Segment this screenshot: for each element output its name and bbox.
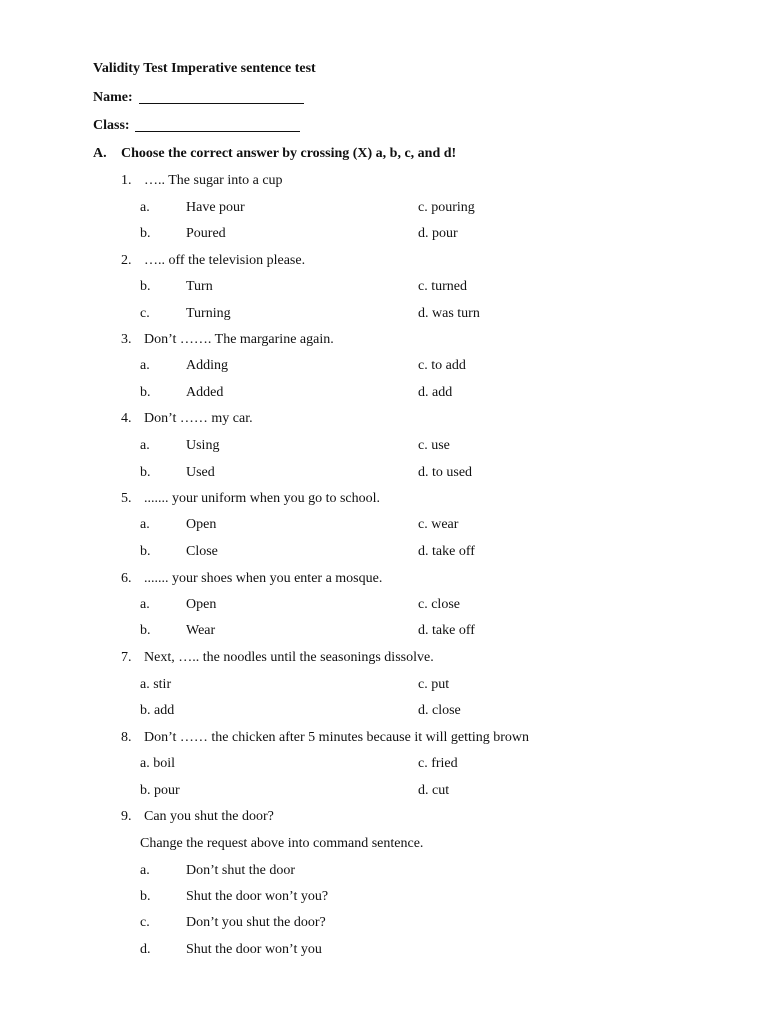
option-text: Poured xyxy=(186,226,226,241)
option-text: Wear xyxy=(186,623,216,638)
question-number: 8. xyxy=(121,730,132,745)
question-number: 5. xyxy=(121,491,132,506)
option-letter: a. xyxy=(140,517,150,532)
option-text: d. add xyxy=(418,385,453,400)
question-text: Don’t ……. The margarine again. xyxy=(144,332,334,347)
option-text: Using xyxy=(186,438,220,453)
class-blank-line xyxy=(135,131,300,132)
option-text: c. to add xyxy=(418,358,466,373)
option-letter: c. xyxy=(140,915,150,930)
option-text: c. turned xyxy=(418,279,467,294)
option-text: b. add xyxy=(140,703,175,718)
option-letter: b. xyxy=(140,889,151,904)
name-label: Name: xyxy=(93,90,133,105)
option-text: c. close xyxy=(418,597,460,612)
question-number: 7. xyxy=(121,650,132,665)
option-text: c. pouring xyxy=(418,200,475,215)
option-text: d. cut xyxy=(418,783,450,798)
question-text: Don’t …… my car. xyxy=(144,411,253,426)
option-text: Open xyxy=(186,597,217,612)
document-title: Validity Test Imperative sentence test xyxy=(93,61,316,76)
option-text: b. pour xyxy=(140,783,180,798)
question-number: 4. xyxy=(121,411,132,426)
option-letter: b. xyxy=(140,623,151,638)
section-instruction: Choose the correct answer by crossing (X) a, b, c, and d! xyxy=(121,146,457,161)
option-text: c. wear xyxy=(418,517,459,532)
question-text: Don’t …… the chicken after 5 minutes because it will getting brown xyxy=(144,730,530,745)
option-text: Have pour xyxy=(186,200,245,215)
option-text: c. fried xyxy=(418,756,458,771)
question-number: 3. xyxy=(121,332,132,347)
option-letter: b. xyxy=(140,226,151,241)
option-letter: a. xyxy=(140,358,150,373)
question-number: 2. xyxy=(121,253,132,268)
question-subtext: Change the request above into command sentence. xyxy=(140,836,424,851)
option-text: a. boil xyxy=(140,756,175,771)
option-text: Shut the door won’t you xyxy=(186,942,322,957)
option-letter: c. xyxy=(140,306,150,321)
option-letter: a. xyxy=(140,438,150,453)
option-text: Open xyxy=(186,517,217,532)
question-number: 6. xyxy=(121,571,132,586)
question-text: ….. off the television please. xyxy=(144,253,306,268)
option-text: Adding xyxy=(186,358,228,373)
class-label: Class: xyxy=(93,118,130,133)
option-text: d. take off xyxy=(418,544,475,559)
option-text: d. pour xyxy=(418,226,458,241)
question-text: ....... your uniform when you go to school. xyxy=(144,491,381,506)
option-text: c. put xyxy=(418,677,450,692)
option-text: d. close xyxy=(418,703,461,718)
option-letter: b. xyxy=(140,465,151,480)
option-text: Used xyxy=(186,465,215,480)
option-letter: b. xyxy=(140,279,151,294)
option-text: Turning xyxy=(186,306,231,321)
option-letter: d. xyxy=(140,942,151,957)
option-letter: a. xyxy=(140,200,150,215)
option-text: Shut the door won’t you? xyxy=(186,889,329,904)
option-text: Added xyxy=(186,385,224,400)
question-text: Can you shut the door? xyxy=(144,809,274,824)
option-letter: a. xyxy=(140,863,150,878)
option-text: d. to used xyxy=(418,465,473,480)
option-letter: a. xyxy=(140,597,150,612)
option-text: d. take off xyxy=(418,623,475,638)
name-blank-line xyxy=(139,103,304,104)
question-number: 9. xyxy=(121,809,132,824)
option-text: a. stir xyxy=(140,677,172,692)
question-text: ….. The sugar into a cup xyxy=(144,173,283,188)
question-text: Next, ….. the noodles until the seasonings dissolve. xyxy=(144,650,434,665)
option-letter: b. xyxy=(140,385,151,400)
section-letter: A. xyxy=(93,146,107,161)
option-text: Don’t shut the door xyxy=(186,863,296,878)
question-text: ....... your shoes when you enter a mosque. xyxy=(144,571,383,586)
option-letter: b. xyxy=(140,544,151,559)
option-text: c. use xyxy=(418,438,450,453)
option-text: Turn xyxy=(186,279,213,294)
option-text: Close xyxy=(186,544,218,559)
option-text: Don’t you shut the door? xyxy=(186,915,326,930)
question-number: 1. xyxy=(121,173,132,188)
option-text: d. was turn xyxy=(418,306,480,321)
